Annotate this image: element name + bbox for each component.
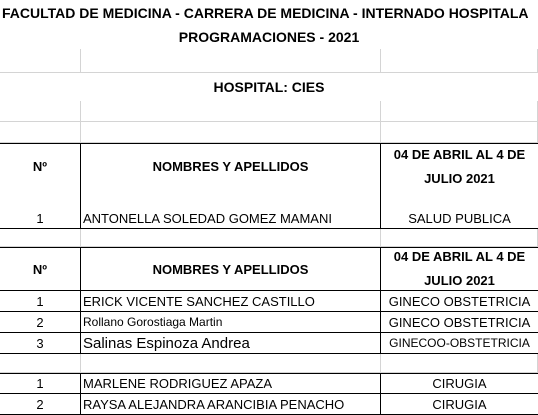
empty-cell[interactable] <box>81 49 381 73</box>
empty-cell[interactable] <box>81 229 381 247</box>
row-number[interactable]: 1 <box>0 291 81 312</box>
spacer-row <box>0 189 538 206</box>
faculty-title-row <box>0 0 538 25</box>
empty-row <box>0 122 538 143</box>
empty-cell[interactable] <box>381 189 538 206</box>
period-header[interactable] <box>381 247 538 291</box>
table-row <box>0 312 538 333</box>
num-header[interactable]: Nº <box>0 247 81 291</box>
names-header[interactable]: NOMBRES Y APELLIDOS <box>81 247 381 291</box>
student-name[interactable]: Salinas Espinoza Andrea <box>81 333 381 354</box>
period-header-line1: 04 DE ABRIL AL 4 DE <box>393 249 526 264</box>
table-row <box>0 206 538 229</box>
empty-cell[interactable] <box>0 189 81 206</box>
empty-row <box>0 354 538 373</box>
row-number[interactable]: 3 <box>0 333 81 354</box>
programs-title-row <box>0 25 538 49</box>
empty-cell[interactable] <box>0 101 81 122</box>
table-row <box>0 291 538 312</box>
row-number[interactable]: 1 <box>0 373 81 394</box>
empty-cell[interactable] <box>0 354 81 373</box>
rotation[interactable]: GINECO OBSTETRICIA <box>381 291 538 312</box>
table-header-row <box>0 143 538 189</box>
faculty-title[interactable]: FACULTAD DE MEDICINA - CARRERA DE MEDICINA - INTERNADO HOSPITALA <box>2 4 529 21</box>
empty-cell[interactable] <box>0 122 81 143</box>
period-header-line1: 04 DE ABRIL AL 4 DE <box>393 146 526 162</box>
programs-title[interactable]: PROGRAMACIONES - 2021 <box>178 29 360 45</box>
empty-cell[interactable] <box>81 189 381 206</box>
rotation[interactable]: CIRUGIA <box>381 394 538 415</box>
student-name[interactable]: Rollano Gorostiaga Martin <box>81 312 381 333</box>
empty-cell[interactable] <box>0 229 81 247</box>
empty-cell[interactable] <box>381 49 538 73</box>
empty-row <box>0 49 538 73</box>
rotation[interactable]: GINECO OBSTETRICIA <box>381 312 538 333</box>
rotation[interactable]: GINECOO-OBSTETRICIA <box>381 333 538 354</box>
row-number[interactable]: 2 <box>0 394 81 415</box>
table-header-row <box>0 247 538 291</box>
empty-cell[interactable] <box>81 122 381 143</box>
empty-cell[interactable] <box>381 101 538 122</box>
empty-row <box>0 101 538 122</box>
table-row <box>0 373 538 394</box>
empty-row <box>0 229 538 247</box>
rotation[interactable]: CIRUGIA <box>381 373 538 394</box>
student-name[interactable]: RAYSA ALEJANDRA ARANCIBIA PENACHO <box>81 394 381 415</box>
num-header[interactable]: Nº <box>0 143 81 189</box>
row-number[interactable]: 1 <box>0 206 81 229</box>
rotation[interactable]: SALUD PUBLICA <box>381 206 538 229</box>
row-number[interactable]: 2 <box>0 312 81 333</box>
empty-cell[interactable] <box>81 354 381 373</box>
hospital-row <box>0 73 538 101</box>
period-header-line2: JULIO 2021 <box>424 273 495 288</box>
student-name[interactable]: ANTONELLA SOLEDAD GOMEZ MAMANI <box>81 206 381 229</box>
empty-cell[interactable] <box>381 122 538 143</box>
names-header[interactable]: NOMBRES Y APELLIDOS <box>81 143 381 189</box>
table-row <box>0 333 538 354</box>
student-name[interactable]: ERICK VICENTE SANCHEZ CASTILLO <box>81 291 381 312</box>
empty-cell[interactable] <box>81 101 381 122</box>
table-row <box>0 394 538 415</box>
student-name[interactable]: MARLENE RODRIGUEZ APAZA <box>81 373 381 394</box>
empty-cell[interactable] <box>0 49 81 73</box>
empty-cell[interactable] <box>381 354 538 373</box>
period-header[interactable] <box>381 143 538 189</box>
hospital-title[interactable]: HOSPITAL: CIES <box>213 79 325 95</box>
period-header-line2: JULIO 2021 <box>424 170 495 186</box>
empty-cell[interactable] <box>381 229 538 247</box>
